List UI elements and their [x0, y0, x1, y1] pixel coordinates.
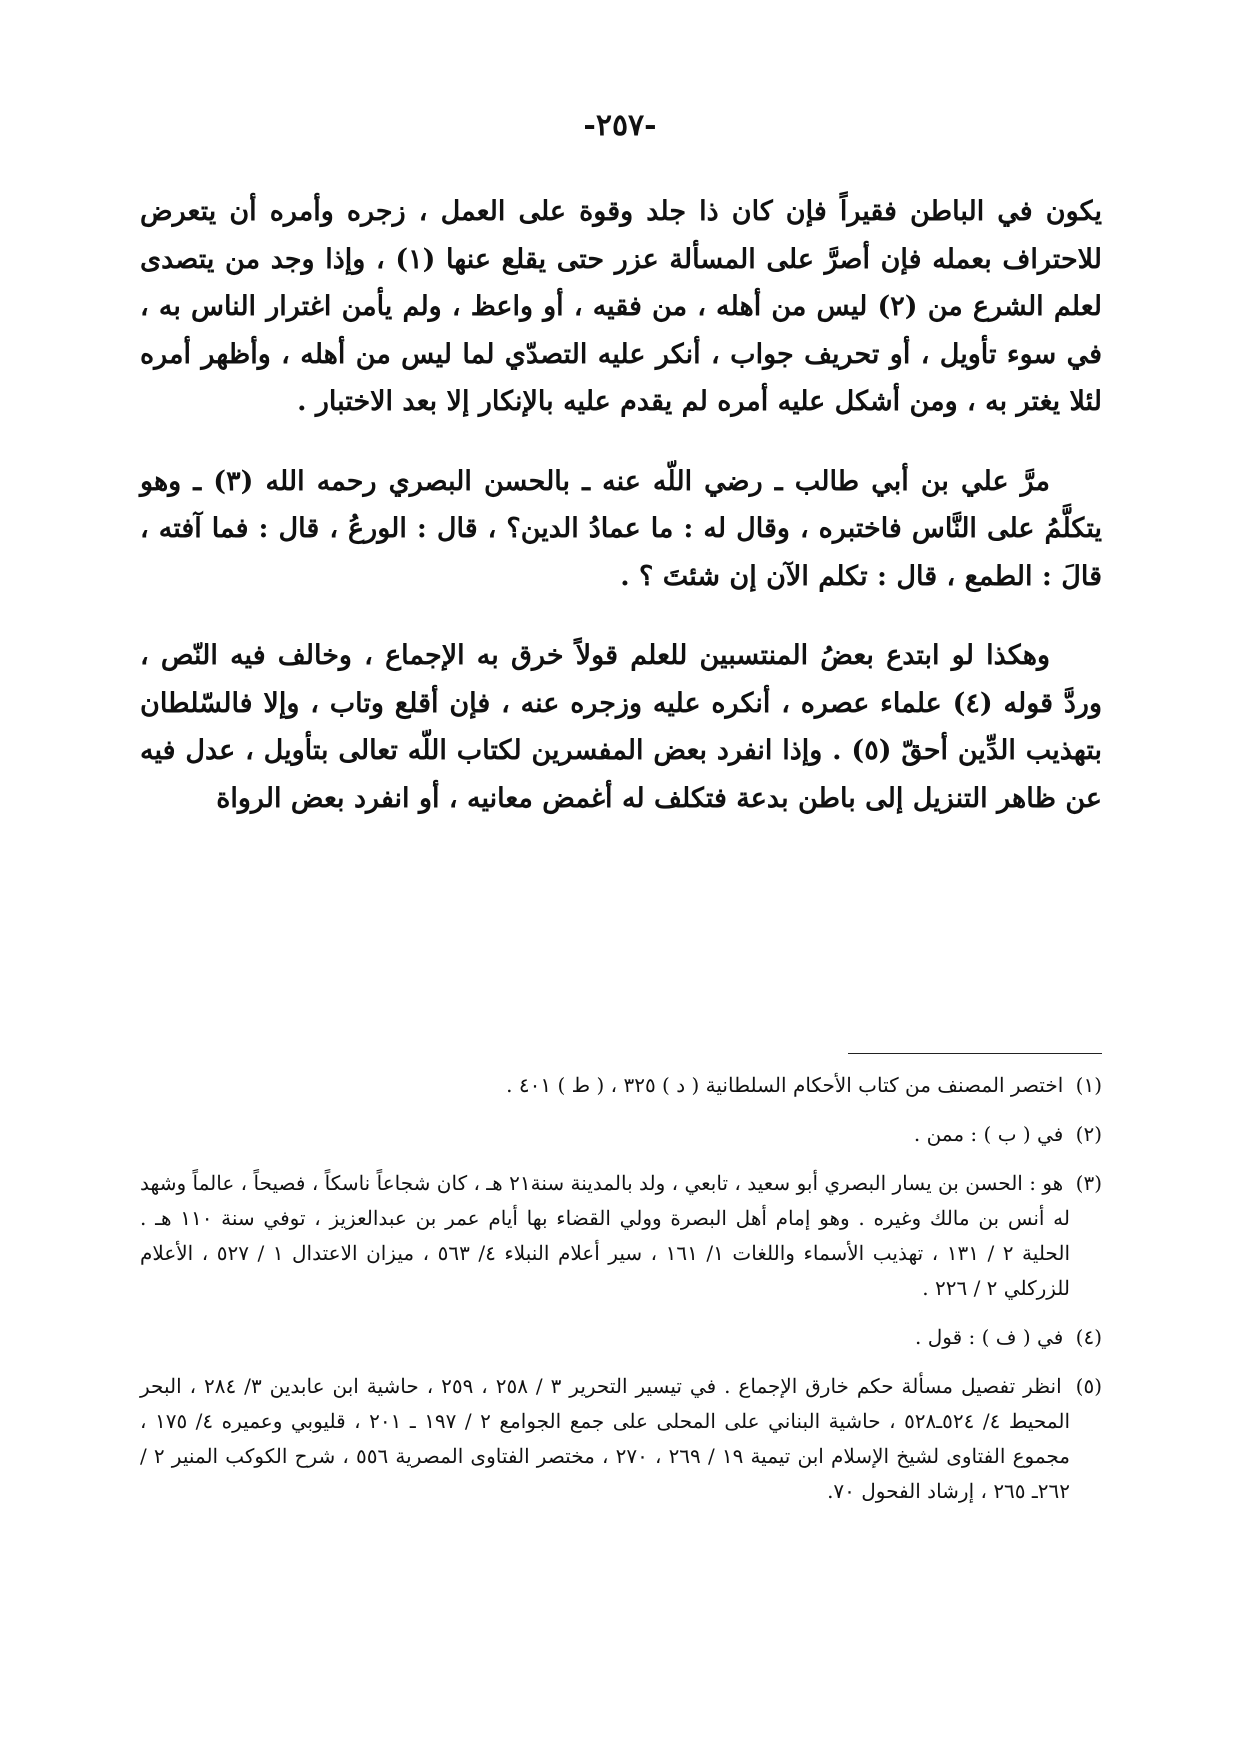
footnote-text: اختصر المصنف من كتاب الأحكام السلطانية ( د ) ٣٢٥ ، ( ط ) ٤٠١ . — [506, 1073, 1064, 1097]
footnote-text: انظر تفصيل مسألة حكم خارق الإجماع . في تيسير التحرير ٣ / ٢٥٨ ، ٢٥٩ ، حاشية ابن عابدين ٣/ ٢٨٤ ، البحر المحيط ٤/ ٥٢٤ـ٥٢٨ ، حاشية البناني على المحلى على جمع الجوامع ٢ / ١٩٧ ـ ٢٠١ ، قليوبي وعميره ٤/ ١٧٥ ، مجموع الفتاوى لشيخ الإسلام ابن تيمية ١٩ / ٢٦٩ ، ٢٧٠ ، مختصر الفتاوى المصرية ٥٥٦ ، شرح الكوكب المنير ٢ / ٢٦٢ـ ٢٦٥ ، إرشاد الفحول ٧٠. — [140, 1374, 1071, 1503]
main-text — [140, 188, 1102, 822]
footnote-text: في ( ف ) : قول . — [915, 1325, 1064, 1349]
footnote-5 — [140, 1369, 1102, 1509]
footnote-text: في ( ب ) : ممن . — [913, 1122, 1064, 1146]
footnote-mark: (٣) — [1075, 1171, 1102, 1195]
footnote-mark: (١) — [1075, 1073, 1102, 1097]
footnote-mark: (٢) — [1075, 1122, 1102, 1146]
paragraph-2: مرَّ علي بن أبي طالب ـ رضي اللّه عنه ـ بالحسن البصري رحمه الله (٣) ـ وهو يتكلَّمُ على النَّاس فاختبره ، وقال له : ما عمادُ الدين؟ ، قال : الورعُ ، قال : فما آفته ، قالَ : الطمع ، قال : تكلم الآن إن شئتَ ؟ . — [140, 465, 1102, 592]
paragraph-3: وهكذا لو ابتدع بعضُ المنتسبين للعلم قولاً خرق به الإجماع ، وخالف فيه النّص ، وردَّ قوله (٤) علماء عصره ، أنكره عليه وزجره عنه ، فإن أقلع وتاب ، وإلا فالسّلطان بتهذيب الدِّين أحقّ (٥) . وإذا انفرد بعض المفسرين لكتاب اللّه تعالى بتأويل ، عدل فيه عن ظاهر التنزيل إلى باطن بدعة فتكلف له أغمض معانيه ، أو انفرد بعض الرواة — [140, 640, 1102, 814]
footnote-mark: (٥) — [1075, 1374, 1103, 1398]
footnote-text: هو : الحسن بن يسار البصري أبو سعيد ، تابعي ، ولد بالمدينة سنة٢١ هـ ، كان شجاعاً ناسكاً ، فصيحاً ، عالماً وشهد له أنس بن مالك وغيره . وهو إمام أهل البصرة وولي القضاء بها أيام عمر بن عبدالعزيز ، توفي سنة ١١٠ هـ . الحلية ٢ / ١٣١ ، تهذيب الأسماء واللغات ١/ ١٦١ ، سير أعلام النبلاء ٤/ ٥٦٣ ، ميزان الاعتدال ١ / ٥٢٧ ، الأعلام للزركلي ٢ / ٢٢٦ . — [140, 1171, 1070, 1300]
footnote-1 — [140, 1068, 1102, 1103]
footnote-3 — [140, 1166, 1102, 1306]
page-number: -٢٥٧- — [583, 108, 657, 143]
footnote-mark: (٤) — [1075, 1325, 1102, 1349]
footnote-2 — [140, 1117, 1102, 1152]
footnote-4 — [140, 1320, 1102, 1355]
footnotes — [140, 1068, 1102, 1523]
footnote-divider — [848, 1053, 1102, 1054]
paragraph-1: يكون في الباطن فقيراً فإن كان ذا جلد وقوة على العمل ، زجره وأمره أن يتعرض للاحتراف بعمله فإن أصرَّ على المسألة عزر حتى يقلع عنها (١) ، وإذا وجد من يتصدى لعلم الشرع من (٢) ليس من أهله ، من فقيه ، أو واعظ ، ولم يأمن اغترار الناس به ، في سوء تأويل ، أو تحريف جواب ، أنكر عليه التصدّي لما ليس من أهله ، وأظهر أمره لئلا يغتر به ، ومن أشكل عليه أمره لم يقدم عليه بالإنكار إلا بعد الاختبار . — [140, 196, 1102, 417]
